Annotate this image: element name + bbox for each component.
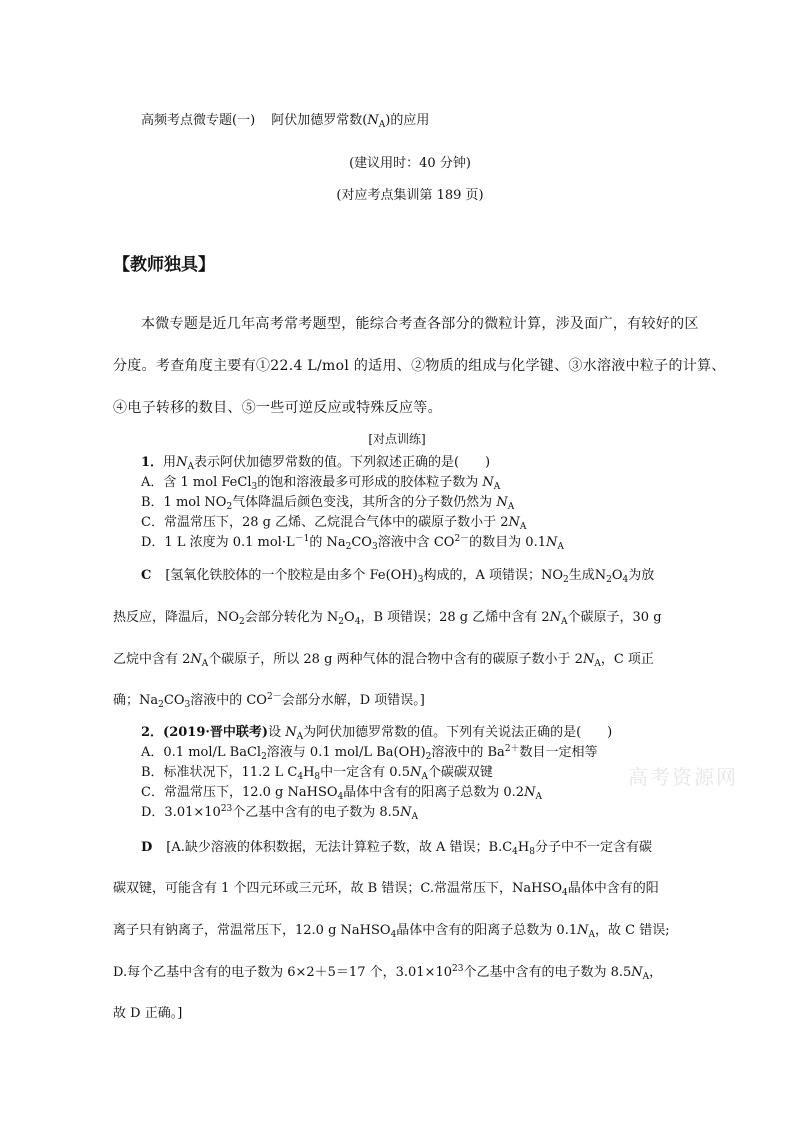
- question-2-explanation-line-2: 碳双键，可能含有 1 个四元环或三元环，故 B 错误；C.常温常压下，NaHSO$_4$晶体中含有的阳: [113, 881, 659, 898]
- page-reference: (对应考点集训第 189 页): [336, 188, 484, 203]
- question-2-explanation-line-5: 故 D 正确。]: [113, 1006, 183, 1021]
- question-1-option-c: C．常温常压下，28 g 乙烯、乙烷混合气体中的碳原子数小于 $2N_A$: [141, 515, 527, 532]
- question-1-stem: 1．用$N_A$表示阿伏加德罗常数的值。下列叙述正确的是( ): [141, 455, 491, 472]
- question-1-answer: C: [141, 568, 152, 583]
- suggested-time: (建议用时：40 分钟): [349, 156, 471, 171]
- question-1-explanation-line-4: 确；$Na_2CO_3$溶液中的 $CO^{2-}$会部分水解，D 项错误。]: [113, 692, 425, 710]
- teacher-heading: 【教师独具】: [113, 255, 215, 275]
- question-1-explanation-line-3: 乙烷中含有 $2N_A$个碳原子，所以 28 g 两种气体的混合物中含有的碳原子数小于 $2N_A$，C 项正: [113, 652, 654, 669]
- question-2-stem: 2．(2019·晋中联考)设 $N_A$为阿伏加德罗常数的值。下列有关说法正确的是( ): [141, 725, 613, 742]
- intro-line-1: 本微专题是近几年高考常考题型，能综合考查各部分的微粒计算，涉及面广，有较好的区: [141, 316, 699, 332]
- question-2-option-a: A．0.1 mol/L BaCl$_2$溶液与 0.1 mol/L $Ba(OH)_2$溶液中的 $Ba^{2+}$数目一定相等: [141, 744, 598, 762]
- question-2-option-b: B．标准状况下，11.2 L $C_4H_8$中一定含有 $0.5N_A$个碳碳双键: [141, 765, 493, 782]
- topic-text: 阿伏加德罗常数(: [271, 113, 368, 128]
- section-label: [对点训练]: [368, 432, 426, 446]
- page-title: 高频考点微专题(一) 阿伏加德罗常数$(N_A)$的应用: [141, 113, 430, 130]
- question-1-option-a: A．含 1 mol FeCl$_3$的饱和溶液最多可形成的胶体粒子数为 $N_A$: [141, 475, 501, 492]
- question-2-answer: D: [141, 840, 153, 855]
- watermark: 高考资源网: [628, 765, 738, 789]
- question-2-explanation-line-3: 离子只有钠离子，常温常压下，12.0 g NaHSO$_4$晶体中含有的阳离子总数为 $0.1N_A$，故 C 错误;: [113, 923, 670, 940]
- question-1-option-d: D．1 L 浓度为 0.1 $mol\cdot L^{-1}$的 $Na_2CO_3$溶液中含 $CO^{2-}$的数目为 $0.1N_A$: [141, 534, 564, 552]
- question-1-explanation-line-2: 热反应，降温后，$NO_2$会部分转化为 $N_2O_4$，B 项错误；28 g 乙烯中含有 $2N_A$个碳原子，30 g: [113, 610, 662, 627]
- question-1-option-b: B．1 mol $NO_2$气体降温后颜色变浅，其所含的分子数仍然为 $N_A$: [141, 495, 515, 512]
- series-label: 高频考点微专题(一): [141, 113, 256, 128]
- intro-line-3: ④电子转移的数目、⑤一些可逆反应或特殊反应等。: [113, 400, 442, 416]
- question-2-explanation-line-1: D [A.缺少溶液的体积数据，无法计算粒子数，故 A 错误；$B.C_4H_8$分子中不一定含有碳: [141, 840, 652, 857]
- question-2-explanation-line-4: D.每个乙基中含有的电子数为 6×2＋5＝17 个，$3.01\times 10^{23}$个乙基中含有的电子数为 $8.5N_A$，: [113, 964, 663, 982]
- question-1-explanation-line-1: C [氢氧化铁胶体的一个胶粒是由多个 $Fe(OH)_3$构成的，A 项错误；$NO_2$生成$N_2O_4$为放: [141, 568, 655, 585]
- intro-line-2: 分度。考查角度主要有①22.4 L/mol 的适用、②物质的组成与化学键、③水溶液中粒子的计算、: [113, 358, 726, 374]
- question-2-option-c: C．常温常压下，12.0 g NaHSO$_4$晶体中含有的阳离子总数为 $0.2N_A$: [141, 785, 542, 802]
- question-2-option-d: D．$3.01\times 10^{23}$个乙基中含有的电子数为 $8.5N_A$: [141, 804, 418, 822]
